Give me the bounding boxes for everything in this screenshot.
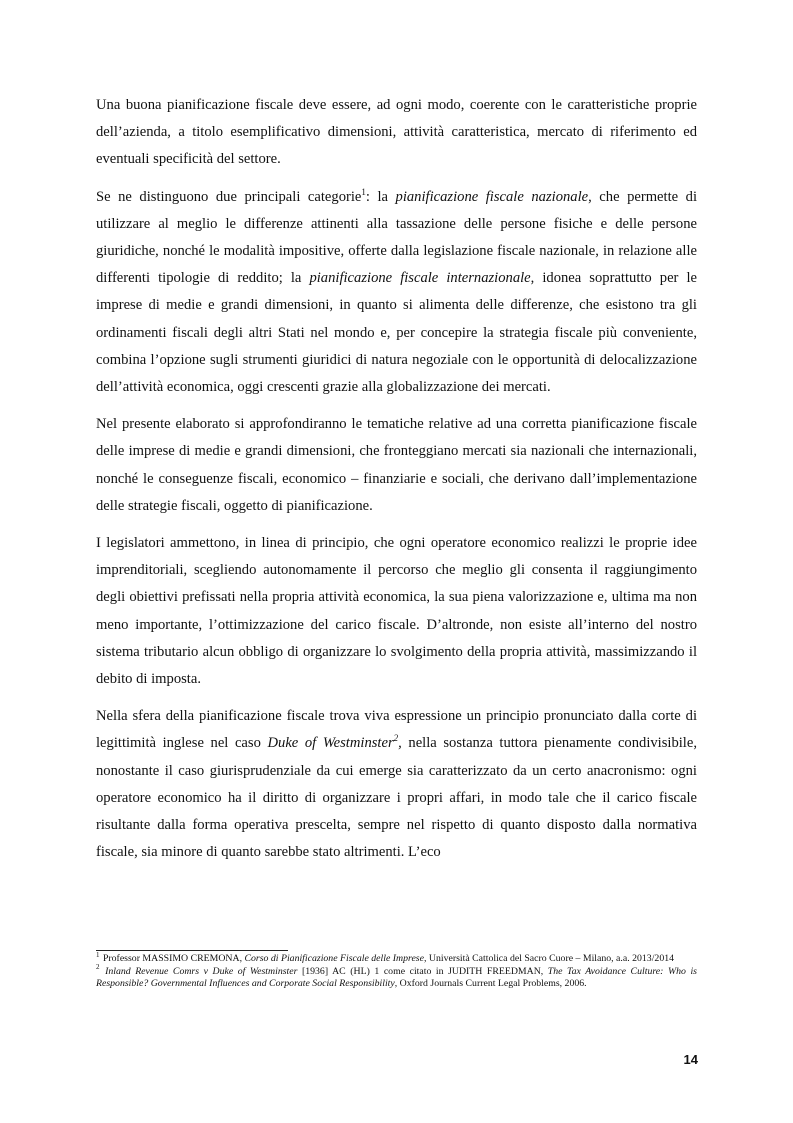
footnotes — [96, 950, 697, 991]
paragraph-4: I legislatori ammettono, in linea di principio, che ogni operatore economico realizzi le proprie idee imprenditoriali, scegliendo autonomamente il percorso che meglio gli consenta il raggiungimento degli obiettivi prefissati nella propria attività economica, la sua piena valorizzazione e, ultima ma non meno importante, l’ottimizzazione del carico fiscale. D’altronde, non esiste all’interno del nostro sistema tributario alcun obbligo di organizzare lo svolgimento della propria attività, massimizzando il debito di imposta. — [96, 535, 697, 688]
footnote-ref-2[interactable]: 2 — [393, 733, 399, 744]
footnote-2: $^2$ Inland Revenue Comrs v Duke of Westminster [1936] AC (HL) 1 come citato in JUDITH FREEDMAN, The Tax Avoidance Culture: Who is Responsible? Governmental Influences and Corporate Social Responsibility, Oxford Journals Current Legal Problems, 2006. — [96, 963, 697, 990]
footnote-ref-1[interactable]: 1 — [361, 186, 366, 197]
body-text — [96, 92, 697, 876]
paragraph-3: Nel presente elaborato si approfondiranno le tematiche relative ad una corretta pianificazione fiscale delle imprese di medie e grandi dimensioni, che fronteggiano mercati sia nazionali che internazionali, nonché le conseguenze fiscali, economico – finanziarie e sociali, che derivano dall’implementazione delle strategie fiscali, oggetto di pianificazione. — [96, 416, 697, 514]
paragraph-1: Una buona pianificazione fiscale deve essere, ad ogni modo, coerente con le caratteristiche proprie dell’azienda, a titolo esemplificativo dimensioni, attività caratteristica, mercato di riferimento ed eventuali specificità del settore. — [96, 97, 697, 168]
page-number: 14 — [683, 1052, 698, 1067]
paragraph-5: Nella sfera della pianificazione fiscale trova viva espressione un principio pronunciato dalla corte di legittimità inglese nel caso Duke of Westminster$^2$, nella sostanza tuttora pienamente condivisibile, nonostante il caso giurisprudenziale da cui emerge sia caratterizzato da un certo anacronismo: ogni operatore economico ha il diritto di organizzare i propri affari, in modo tale che il carico fiscale risultante dalla forma operativa prescelta, sempre nel rispetto di quanto disposto dalla normativa fiscale, sia minore di quanto sarebbe stato altrimenti. L’eco — [96, 708, 697, 861]
italic-case-name: Duke of Westminster — [267, 735, 394, 752]
footnote-1: $^1$ Professor MASSIMO CREMONA, Corso di Pianificazione Fiscale delle Imprese, Università Cattolica del Sacro Cuore – Milano, a.a. 2013/2014 — [96, 950, 675, 964]
footnote-separator — [96, 950, 288, 951]
italic-term: pianificazione fiscale internazionale — [309, 270, 531, 287]
paragraph-2: Se ne distinguono due principali categorie$^1$: la pianificazione fiscale nazionale, che permette di utilizzare al meglio le differenze attinenti alla tassazione delle persone fisiche e delle persone giuridiche, nonché le modalità impositive, offerte dalla legislazione fiscale nazionale, in relazione alle differenti tipologie di reddito; la pianificazione fiscale internazionale, idonea soprattutto per le imprese di medie e grandi dimensioni, in quanto si alimenta delle differenze, che esistono tra gli ordinamenti fiscali degli altri Stati nel mondo e, per concepire la strategia fiscale più conveniente, combina l’opzione sugli strumenti giuridici di natura negoziale con le opportunità di delocalizzazione dell’attività economica, oggi crescenti grazie alla globalizzazione dei mercati. — [96, 186, 698, 396]
italic-term: pianificazione fiscale nazionale — [395, 188, 589, 205]
